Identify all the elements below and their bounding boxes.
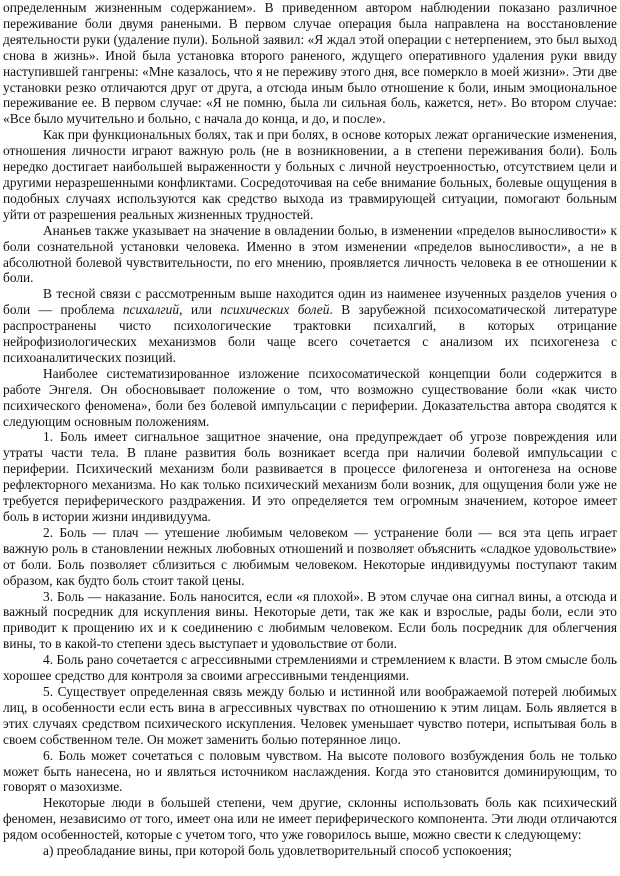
paragraph-4 [3, 286, 617, 366]
paragraph-6-item-1: 1. Боль имеет сигнальное защитное значение, она предупреждает об угрозе повреждения или утраты части тела. В плане развития боль возникает всегда при наличии болевой импульсации с периферии. Психический механизм боли развивается в процессе филогенеза и онтогенеза на основе рефлекторного механизма. Но как только психический механизм боли возник, для ощущения боли уже не требуется периферического раздражения. И это определяется тем огромным значением, которое имеет боль в истории жизни индивидуума. [3, 429, 617, 524]
paragraph-8-item-3: 3. Боль — наказание. Боль наносится, если «я плохой». В этом случае она сигнал вины, а отсюда и важный посредник для искупления вины. Некоторые дети, так же как и взрослые, рады боли, если это приводит к прощению их и к соединению с любимым человеком. Если боль посредник для облегчения вины, то в какой-то степени здесь выступает и удовольствие от боли. [3, 588, 617, 652]
paragraph-4-text-middle: , или [179, 302, 221, 318]
term-psychalgia: психалгий [122, 302, 180, 318]
paragraph-9-item-4: 4. Боль рано сочетается с агрессивными стремлениями и стремлением к власти. В этом смысле боль хорошее средство для контроля за своими агрессивными тенденциями. [3, 652, 617, 684]
term-psychic-pain: психических болей [220, 302, 330, 318]
paragraph-11-item-6: 6. Боль может сочетаться с половым чувством. На высоте полового возбуждения боль не только может быть нанесена, но и являться источником наслаждения. Когда это становится доминирующим, то говорят о мазохизме. [3, 747, 617, 795]
paragraph-10-item-5: 5. Существует определенная связь между болью и истинной или воображаемой потерей любимых лиц, в особенности если есть вина в агрессивных чувствах по отношению к этим лицам. Боль является в этих случаях средством психического искупления. Человек уменьшает чувство потери, испытывая боль в своем собственном теле. Он может заменить болью потерянное лицо. [3, 683, 617, 747]
paragraph-2: Как при функциональных болях, так и при болях, в основе которых лежат органические изменения, отношения личности играют важную роль (не в возникновении, а в степени переживания боли). Боль нередко достигает наибольшей выраженности у больных с личной неустроенностью, отсутствием цели и другими неразрешенными конфликтами. Сосредоточивая на себе внимание больных, болевые ощущения в подобных случаях используются как средство выхода из травмирующей ситуации, помогают больным уйти от разрешения реальных жизненных трудностей. [3, 127, 617, 222]
paragraph-13-item-a: а) преобладание вины, при которой боль удовлетворительный способ успокоения; [43, 843, 512, 859]
paragraph-5: Наиболее систематизированное изложение психосоматической концепции боли содержится в работе Энгеля. Он обосновывает положение о том, что возможно существование боли «как чисто психического феномена», боли без болевой импульсации с периферии. Доказательства автора сводятся к следующим основным положениям. [3, 365, 617, 429]
paragraph-4-text-before: В тесной связи с рассмотренным выше находится один из наименее изученных разделов учения о боли — проблема [3, 286, 617, 318]
paragraph-12: Некоторые люди в большей степени, чем другие, склонны использовать боль как психический феномен, независимо от того, имеет она или не имеет периферического компонента. Эти люди отличаются рядом особенностей, которые с учетом того, что уже говорилось выше, можно свести к следующему: [3, 795, 617, 843]
paragraph-3: Ананьев также указывает на значение в овладении болью, в изменении «пределов выносливости» к боли сознательной установки человека. Именно в этом изменении «пределов выносливости», а не в абсолютной болевой чувствительности, по его мнению, проявляется личность человека в ее отношении к боли. [3, 222, 617, 286]
paragraph-7-item-2: 2. Боль — плач — утешение любимым человеком — устранение боли — вся эта цепь играет важную роль в становлении нежных любовных отношений и позволяет объяснить «сладкое удовольствие» от боли. Боль позволяет сблизиться с любимым человеком. Некоторые индивидуумы поступают таким образом, как будто боль стоит такой цены. [3, 524, 617, 588]
paragraph-4-text-after: . В зарубежной психосоматической литературе распространены чисто психологические трактовки психалгий, в которых отрицание нейрофизиологических механизмов боли чаще всего сочетается с анализом их психогенеза с психоаналитических позиций. [3, 302, 617, 365]
paragraph-1: определенным жизненным содержанием». В приведенном автором наблюдении показано различное переживание боли двумя ранеными. В первом случае операция была направлена на восстановление деятельности руки (удаление пули). Больной заявил: «Я ждал этой операции с нетерпением, это был выход снова в жизнь». Иной была установка второго раненого, ждущего оперативного удаления руки ввиду наступившей гангрены: «Мне казалось, что я не переживу этого дня, все померкло в моей жизни». Эти две установки резко отличаются друг от друга, а отсюда иным было отношение к боли, иным эмоциональное переживание ее. В первом случае: «Я не помню, была ли сильная боль, кажется, нет». Во втором случае: «Все было мучительно и больно, с начала до конца, и до, и после». [3, 0, 617, 127]
